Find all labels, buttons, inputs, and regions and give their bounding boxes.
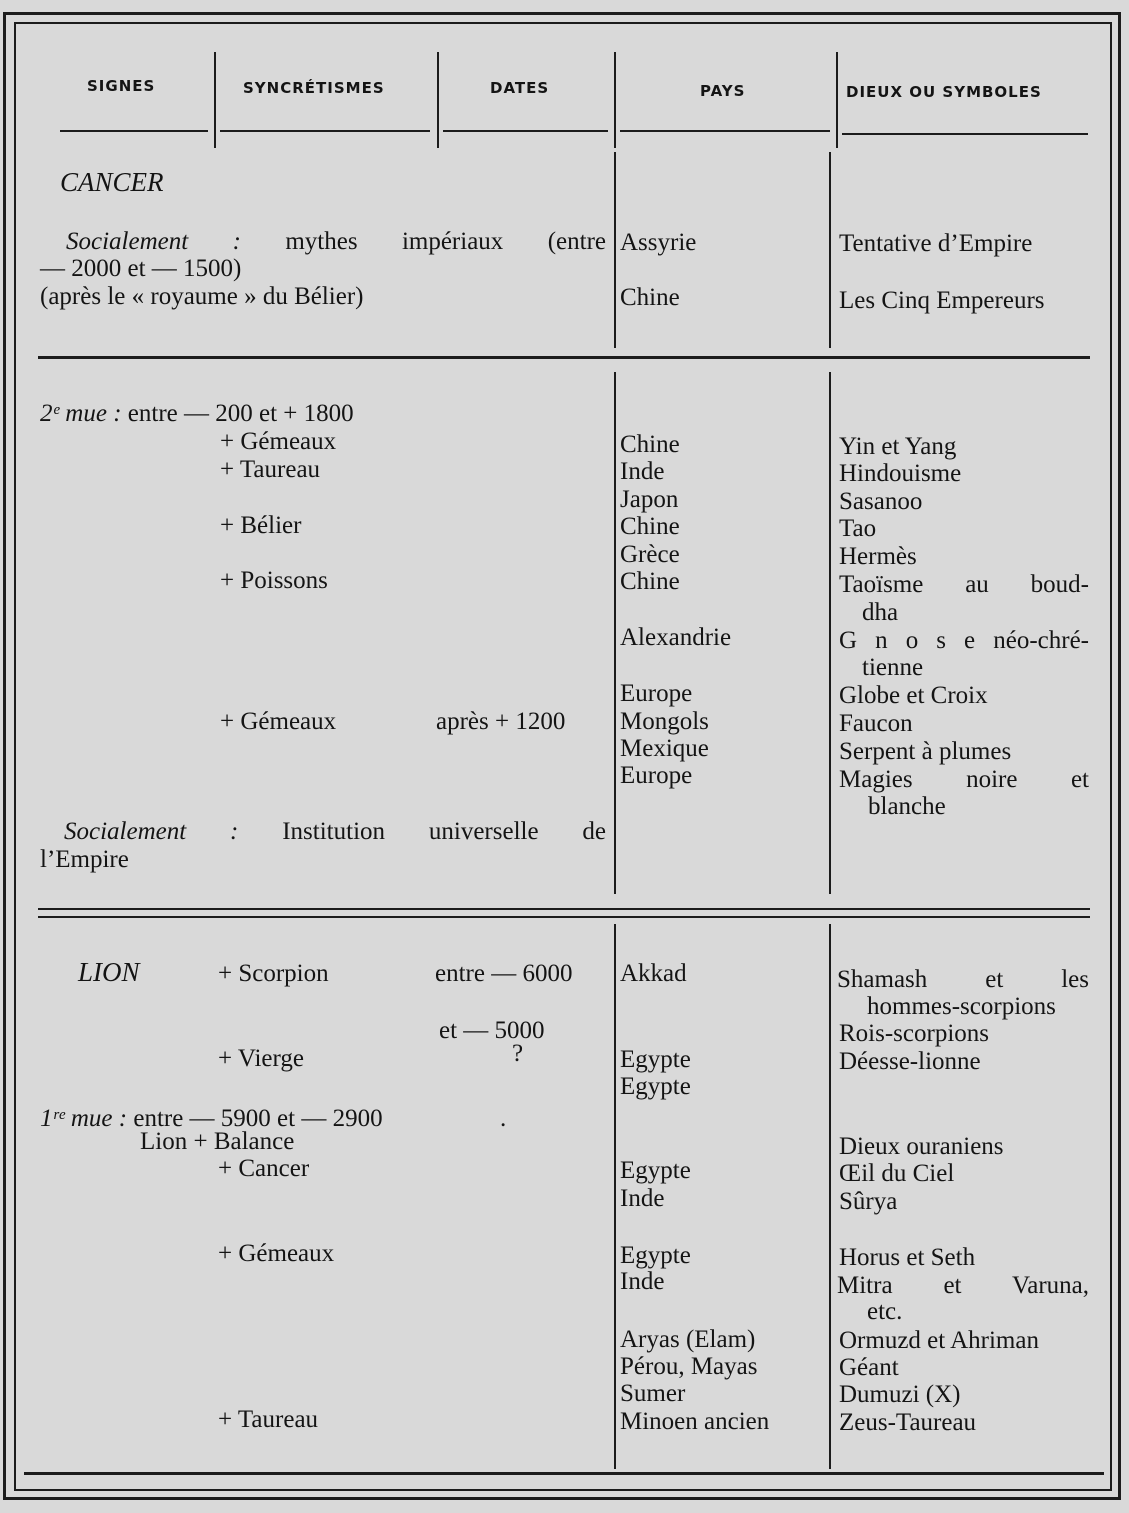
lion-mue-dot: . bbox=[500, 1105, 507, 1132]
lion-mue-text: entre — 5900 et — 2900 bbox=[133, 1105, 383, 1132]
cancer-dieu-0: Yin et Yang bbox=[839, 433, 957, 460]
lion-sync-vierge: + Vierge bbox=[218, 1045, 304, 1072]
cancer-title: CANCER bbox=[60, 167, 164, 197]
cancer-dieu-magies-a: Magies noire et bbox=[839, 766, 1089, 793]
row-separator-2b bbox=[38, 916, 1090, 918]
lion-pays-egypte-1: Egypte bbox=[620, 1046, 691, 1073]
lion-dieu-mitra-b: etc. bbox=[867, 1298, 903, 1325]
lion-title: LION bbox=[78, 957, 140, 987]
cancer-dieu2-0: Globe et Croix bbox=[839, 682, 988, 709]
cancer-pays-0: Chine bbox=[620, 431, 680, 458]
lion-pays-egypte-4: Egypte bbox=[620, 1242, 691, 1269]
header-divider-2 bbox=[437, 52, 439, 148]
cancer-pays2-1: Mongols bbox=[620, 708, 709, 735]
column-divider-pays-c bbox=[614, 924, 616, 1469]
header-syncretismes: SYNCRÉTISMES bbox=[243, 79, 385, 97]
header-divider-4 bbox=[836, 52, 838, 148]
header-underline-4 bbox=[620, 130, 830, 132]
cancer-mue bbox=[40, 400, 354, 427]
lion-dieu-shamash-b: hommes-scorpions bbox=[867, 993, 1056, 1020]
cancer-mue-text: entre — 200 et + 1800 bbox=[127, 400, 354, 427]
cancer-dieu-3: Tao bbox=[839, 515, 877, 542]
cancer-pays-assyrie: Assyrie bbox=[620, 229, 697, 256]
lion-sync-taureau: + Taureau bbox=[218, 1406, 319, 1433]
lion-dieu-zeus: Zeus-Taureau bbox=[839, 1409, 977, 1436]
cancer-pays-2: Japon bbox=[620, 486, 679, 513]
lion-mue-label: 1ʳᵉ mue : bbox=[40, 1105, 128, 1132]
header-signes: SIGNES bbox=[87, 77, 156, 95]
lion-dieu-oeil: Œil du Ciel bbox=[839, 1160, 955, 1187]
cancer-pays-chine: Chine bbox=[620, 284, 680, 311]
lion-dieu-deesse: Déesse-lionne bbox=[839, 1048, 981, 1075]
column-divider-dieux-c bbox=[829, 924, 831, 1469]
lion-dieu-ormuzd: Ormuzd et Ahriman bbox=[839, 1327, 1039, 1354]
cancer-pays-3: Chine bbox=[620, 513, 680, 540]
lion-pays-egypte-2: Egypte bbox=[620, 1073, 691, 1100]
cancer-pays-1: Inde bbox=[620, 458, 665, 485]
lion-sync-scorpion: + Scorpion bbox=[218, 960, 329, 987]
lion-pays-minoen: Minoen ancien bbox=[620, 1408, 770, 1435]
lion-pays-inde-2: Inde bbox=[620, 1268, 665, 1295]
row-separator-2a bbox=[38, 908, 1090, 910]
header-dieux: DIEUX OU SYMBOLES bbox=[846, 83, 1042, 101]
lion-sync-lion-balance: Lion + Balance bbox=[140, 1128, 295, 1155]
lion-dieu-geant: Géant bbox=[839, 1354, 899, 1381]
lion-dieu-dumuzi: Dumuzi (X) bbox=[839, 1381, 961, 1408]
header-underline-5 bbox=[842, 133, 1088, 135]
cancer-pays2-2: Mexique bbox=[620, 735, 709, 762]
cancer-dieu-cinq: Les Cinq Empereurs bbox=[839, 287, 1045, 314]
bottom-rule bbox=[24, 1472, 1104, 1475]
lion-pays-inde-1: Inde bbox=[620, 1185, 665, 1212]
cancer-social1-text: mythes impériaux (entre bbox=[285, 228, 606, 255]
lion-dieu-shamash-a: Shamash et les bbox=[837, 966, 1089, 993]
lion-sync-cancer: + Cancer bbox=[218, 1155, 310, 1182]
cancer-social1-line3: (après le « royaume » du Bélier) bbox=[40, 283, 364, 310]
cancer-dieu-gnose-a: G n o s e néo-chré- bbox=[839, 627, 1089, 654]
lion-date-1: entre — 6000 bbox=[435, 960, 573, 987]
header-underline-2 bbox=[220, 130, 430, 132]
column-divider-dieux-a bbox=[829, 152, 831, 348]
cancer-pays-alexandrie: Alexandrie bbox=[620, 624, 732, 651]
cancer-dieu-1: Hindouisme bbox=[839, 460, 962, 487]
cancer-sync-gemeaux-2: + Gémeaux bbox=[220, 708, 337, 735]
lion-pays-aryas: Aryas (Elam) bbox=[620, 1326, 756, 1353]
cancer-dieu2-1: Faucon bbox=[839, 710, 913, 737]
header-divider-1 bbox=[214, 52, 216, 148]
cancer-sync-gemeaux: + Gémeaux bbox=[220, 428, 337, 455]
lion-pays-akkad: Akkad bbox=[620, 960, 687, 987]
lion-dieu-horus: Horus et Seth bbox=[839, 1244, 976, 1271]
cancer-social2-label: Socialement : bbox=[64, 818, 239, 845]
lion-date-2: et — 5000 bbox=[439, 1017, 545, 1044]
cancer-dieu-taoisme-b: dha bbox=[862, 599, 899, 626]
cancer-dieu2-2: Serpent à plumes bbox=[839, 738, 1012, 765]
header-pays: PAYS bbox=[700, 82, 746, 100]
cancer-mue-label: 2ᵉ mue : bbox=[40, 400, 122, 427]
cancer-sync-poissons: + Poissons bbox=[220, 567, 328, 594]
cancer-social1-line1 bbox=[66, 228, 606, 255]
cancer-dieu-taoisme-a: Taoïsme au boud- bbox=[839, 571, 1089, 598]
lion-sync-gemeaux: + Gémeaux bbox=[218, 1240, 335, 1267]
cancer-pays2-3: Europe bbox=[620, 762, 693, 789]
cancer-date-apres: après + 1200 bbox=[436, 708, 566, 735]
lion-pays-egypte-3: Egypte bbox=[620, 1157, 691, 1184]
lion-date-question: ? bbox=[512, 1040, 524, 1067]
cancer-dieu-magies-b: blanche bbox=[868, 793, 946, 820]
cancer-dieu-2: Sasanoo bbox=[839, 488, 923, 515]
lion-dieu-surya: Sûrya bbox=[839, 1188, 898, 1215]
column-divider-pays-a bbox=[614, 152, 616, 348]
column-divider-pays-b bbox=[614, 372, 616, 894]
cancer-social1-label: Socialement : bbox=[66, 228, 241, 255]
cancer-pays-4: Grèce bbox=[620, 541, 680, 568]
header-dates: DATES bbox=[490, 79, 550, 97]
row-separator-1 bbox=[38, 356, 1090, 359]
cancer-dieu-tentative: Tentative d’Empire bbox=[839, 230, 1033, 257]
lion-dieu-ouraniens: Dieux ouraniens bbox=[839, 1133, 1004, 1160]
lion-dieu-mitra-a: Mitra et Varuna, bbox=[837, 1272, 1089, 1299]
cancer-sync-belier: + Bélier bbox=[220, 512, 302, 539]
header-underline-3 bbox=[443, 130, 608, 132]
lion-pays-sumer: Sumer bbox=[620, 1380, 686, 1407]
cancer-dieu-gnose-b: tienne bbox=[862, 654, 924, 681]
cancer-pays2-0: Europe bbox=[620, 680, 693, 707]
header-divider-3 bbox=[614, 52, 616, 148]
cancer-social2-text: Institution universelle de bbox=[282, 818, 607, 845]
column-divider-dieux-b bbox=[829, 372, 831, 894]
cancer-social2-line2: l’Empire bbox=[40, 846, 129, 873]
cancer-social2-line1 bbox=[64, 818, 606, 845]
cancer-sync-taureau: + Taureau bbox=[220, 456, 321, 483]
cancer-social1-line2: — 2000 et — 1500) bbox=[40, 255, 242, 282]
cancer-pays-5: Chine bbox=[620, 568, 680, 595]
cancer-dieu-4: Hermès bbox=[839, 543, 917, 570]
lion-dieu-rois: Rois-scorpions bbox=[839, 1020, 989, 1047]
header-underline-1 bbox=[60, 130, 208, 132]
lion-pays-perou: Pérou, Mayas bbox=[620, 1353, 758, 1380]
